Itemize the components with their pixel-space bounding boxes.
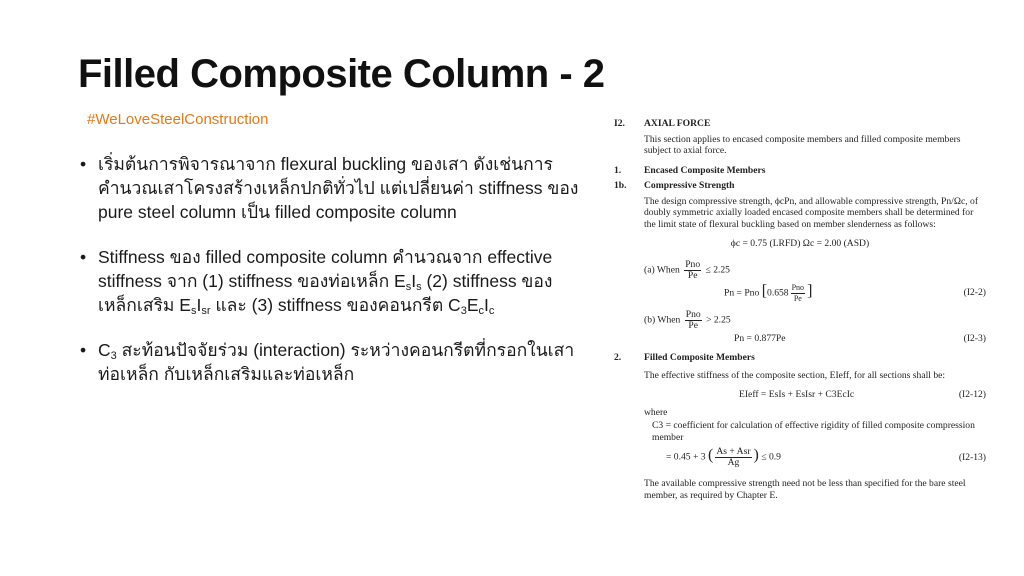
subsection-text: The design compressive strength, ϕcPn, and allowable compressive strength, Pn/Ωc, of doubly symmetric axially loaded encased composite members shall be determined for the limit state of flexural buckling based on member slenderness as follows:	[644, 195, 979, 230]
case-a	[644, 260, 986, 281]
equation-I2-3	[644, 333, 986, 345]
bullet-text: เริ่มต้นการพิจารณาจาก flexural buckling ของเสา ดังเช่นการคำนวณเสาโครงสร้างเหล็กปกติทั่วไป แต่เปลี่ยนค่า stiffness ของ pure steel column เป็น filled composite column	[98, 154, 579, 222]
bullet-text: E	[466, 295, 479, 315]
bullet-text: I	[411, 271, 417, 291]
subsection-heading	[614, 165, 986, 177]
case-condition: ≤ 2.25	[705, 264, 730, 276]
case-label: (b) When	[644, 314, 681, 326]
hashtag: #WeLoveSteelConstruction	[87, 111, 269, 128]
equation-I2-12	[644, 389, 986, 401]
fraction-numerator: As + Asr	[716, 446, 751, 457]
subscript: s	[405, 281, 412, 293]
subscript: 3	[460, 305, 467, 317]
bullet-text: (2) stiffness ของเหล็กเสริม E	[98, 271, 553, 315]
equation-lhs: = 0.45 + 3	[666, 451, 706, 463]
subsection-number: 1b.	[614, 180, 627, 191]
fraction-denominator: Pe	[793, 293, 802, 303]
ratio-fraction	[685, 310, 702, 331]
section-number: I2.	[614, 118, 625, 129]
bullet-item-2	[78, 245, 588, 317]
bullet-text: I	[484, 295, 489, 315]
case-label: (a) When	[644, 264, 680, 276]
section-title: AXIAL FORCE	[644, 118, 711, 129]
equation-number: (I2-3)	[963, 332, 986, 344]
ratio-fraction	[684, 260, 701, 281]
closing-text: The available compressive strength need not be less than specified for the bare steel member, as required by Chapter E.	[644, 478, 966, 501]
bullet-text: สะท้อนปัจจัยร่วม (interaction) ระหว่างคอนกรีตที่กรอกในเสาท่อเหล็ก กับเหล็กเสริมและท่อเหล็ก	[98, 340, 575, 384]
fraction-denominator: Pe	[688, 319, 698, 331]
equation-number: (I2-13)	[958, 451, 986, 463]
subsection-text: The effective stiffness of the composite section, EIeff, for all sections shall be:	[644, 369, 946, 381]
subscript: sr	[201, 305, 211, 317]
equation-I2-2: Pn = Pno [0.658 $\frac{\text{Pno}}{Pe}$ ] (I2-2)	[724, 282, 986, 303]
bullet-text: C	[98, 340, 111, 360]
subscript: c	[488, 305, 495, 317]
bullet-dot: •	[80, 340, 87, 360]
c3-definition: C3 = coefficient for calculation of effective rigidity of filled composite compression member	[652, 420, 975, 443]
equation-number: (I2-12)	[958, 389, 986, 400]
equation-I2-13: = 0.45 + 3 ( $\frac{\text{As + Asr}}{Ag}$ ) ≤ 0.9 (I2-13)	[666, 446, 986, 468]
code-excerpt	[614, 118, 986, 509]
resistance-factors: ϕc = 0.75 (LRFD) Ωc = 2.00 (ASD)	[730, 238, 870, 249]
subscript: s	[416, 281, 422, 293]
bullet-text: และ (3) stiffness ของคอนกรีต C	[210, 295, 461, 315]
equation-expression: EIeff = EsIs + EsIsr + C3EcIc	[739, 389, 855, 400]
subsection-heading	[614, 180, 986, 192]
exponent-fraction	[791, 283, 805, 304]
where-label: where	[644, 406, 668, 418]
subsection-title: Compressive Strength	[644, 180, 735, 191]
equation-rhs: ≤ 0.9	[761, 451, 781, 463]
equation-number: (I2-2)	[963, 287, 986, 299]
subsection-title: Encased Composite Members	[644, 164, 766, 176]
subscript: c	[478, 305, 484, 317]
fraction-numerator: Pno	[685, 308, 701, 320]
fraction-numerator: Pno	[791, 282, 805, 292]
bullet-item-1	[78, 152, 588, 224]
section-heading	[614, 118, 986, 130]
subsection-number: 1.	[614, 164, 622, 176]
fraction-denominator: Ag	[727, 457, 740, 468]
bullet-list	[78, 152, 588, 407]
bullet-item-3	[78, 338, 588, 386]
subsection-title: Filled Composite Members	[644, 352, 755, 363]
equation-expression: Pn = 0.877Pe	[734, 332, 786, 344]
bullet-text: Stiffness ของ filled composite column คำนวณจาก effective stiffness จาก (1) stiffness ของท่อเหล็ก E	[98, 247, 553, 291]
bullet-dot: •	[80, 154, 87, 174]
subsection-number: 2.	[614, 352, 622, 363]
bullet-dot: •	[80, 247, 87, 267]
section-intro: This section applies to encased composite members and filled composite members subject to axial force.	[644, 133, 961, 156]
equation-base: 0.658	[767, 287, 789, 299]
equation-lhs: Pn = Pno	[724, 287, 760, 299]
subscript: 3	[110, 350, 117, 362]
fraction-numerator: Pno	[685, 258, 701, 270]
case-condition: > 2.25	[706, 314, 731, 326]
bullet-text: I	[196, 295, 202, 315]
subsection-heading	[614, 352, 986, 364]
fraction-denominator: Pe	[687, 269, 698, 281]
area-fraction	[715, 447, 751, 468]
case-b	[644, 310, 986, 331]
slide-title: Filled Composite Column - 2	[78, 52, 605, 96]
subscript: s	[190, 305, 197, 317]
